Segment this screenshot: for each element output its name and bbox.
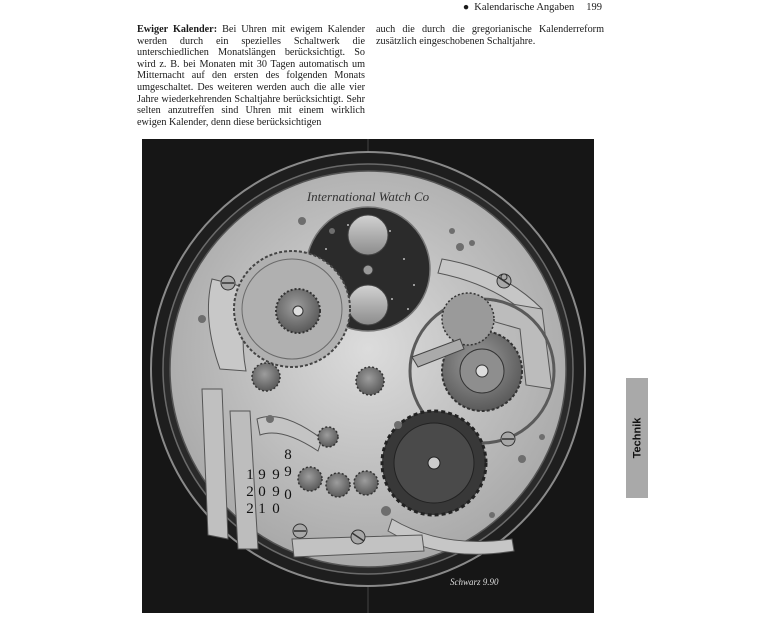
gear-small-2	[356, 367, 384, 395]
year-digit: 1	[258, 501, 266, 517]
year-digit: 8	[284, 447, 292, 463]
escape-wheel	[442, 293, 494, 345]
chapter-tab	[626, 378, 648, 498]
text-column-left	[137, 24, 365, 128]
year-digit: 9	[272, 484, 280, 500]
gear-small-1	[252, 363, 280, 391]
year-digit: 9	[258, 467, 266, 483]
gear-small-4	[326, 473, 350, 497]
gear-small-6	[318, 427, 338, 447]
watch-movement-illustration	[142, 139, 594, 613]
year-digit: 9	[272, 467, 280, 483]
gear-small-5	[354, 471, 378, 495]
artist-signature: Schwarz 9.90	[450, 577, 499, 587]
balance-jewel	[476, 365, 488, 377]
moon-upper	[348, 215, 388, 255]
running-head	[446, 2, 602, 13]
moon-pivot	[363, 265, 373, 275]
movement-drawing	[142, 139, 594, 613]
dial-inscription: International Watch Co	[306, 189, 430, 204]
text-column-right	[376, 24, 604, 47]
year-digit: 0	[258, 484, 266, 500]
chapter-tab-label: Technik	[631, 417, 644, 459]
gear-small-3	[298, 467, 322, 491]
moon-lower	[348, 285, 388, 325]
gear-jewel	[293, 306, 303, 316]
section-lead: Ewiger Kalender:	[137, 24, 218, 35]
right-body-text: auch die durch die gregorianische Kalenderreform zusätzlich eingeschobenen Schaltjahre.	[376, 24, 604, 47]
year-digit: 1	[246, 467, 254, 483]
year-digit: 0	[272, 501, 280, 517]
year-digit: 2	[246, 501, 254, 517]
year-digit: 9	[284, 464, 292, 480]
bullet-icon: ●	[462, 2, 470, 13]
left-body-text: Bei Uhren mit ewigem Kalender werden durch ein spezielles Schaltwerk die unterschiedlichen Monatslängen berücksichtigt. So wird z. B. bei Monaten mit 30 Tagen automatisch um Mitternacht auf den ersten des folgenden Monats umgeschaltet. Des weiteren werden auch die alle vier Jahre wiederkehrenden Schaltjahre berücksichtigt. Sehr selten anzutreffen sind Uhren mit einem wirklich ewigen Kalender, denn diese berücksichtigen	[137, 24, 365, 128]
year-digit: 0	[284, 487, 292, 503]
page-number: 199	[586, 2, 602, 13]
gear-dark-pivot	[428, 457, 440, 469]
running-title: Kalendarische Angaben	[474, 2, 575, 13]
year-digit: 2	[246, 484, 254, 500]
